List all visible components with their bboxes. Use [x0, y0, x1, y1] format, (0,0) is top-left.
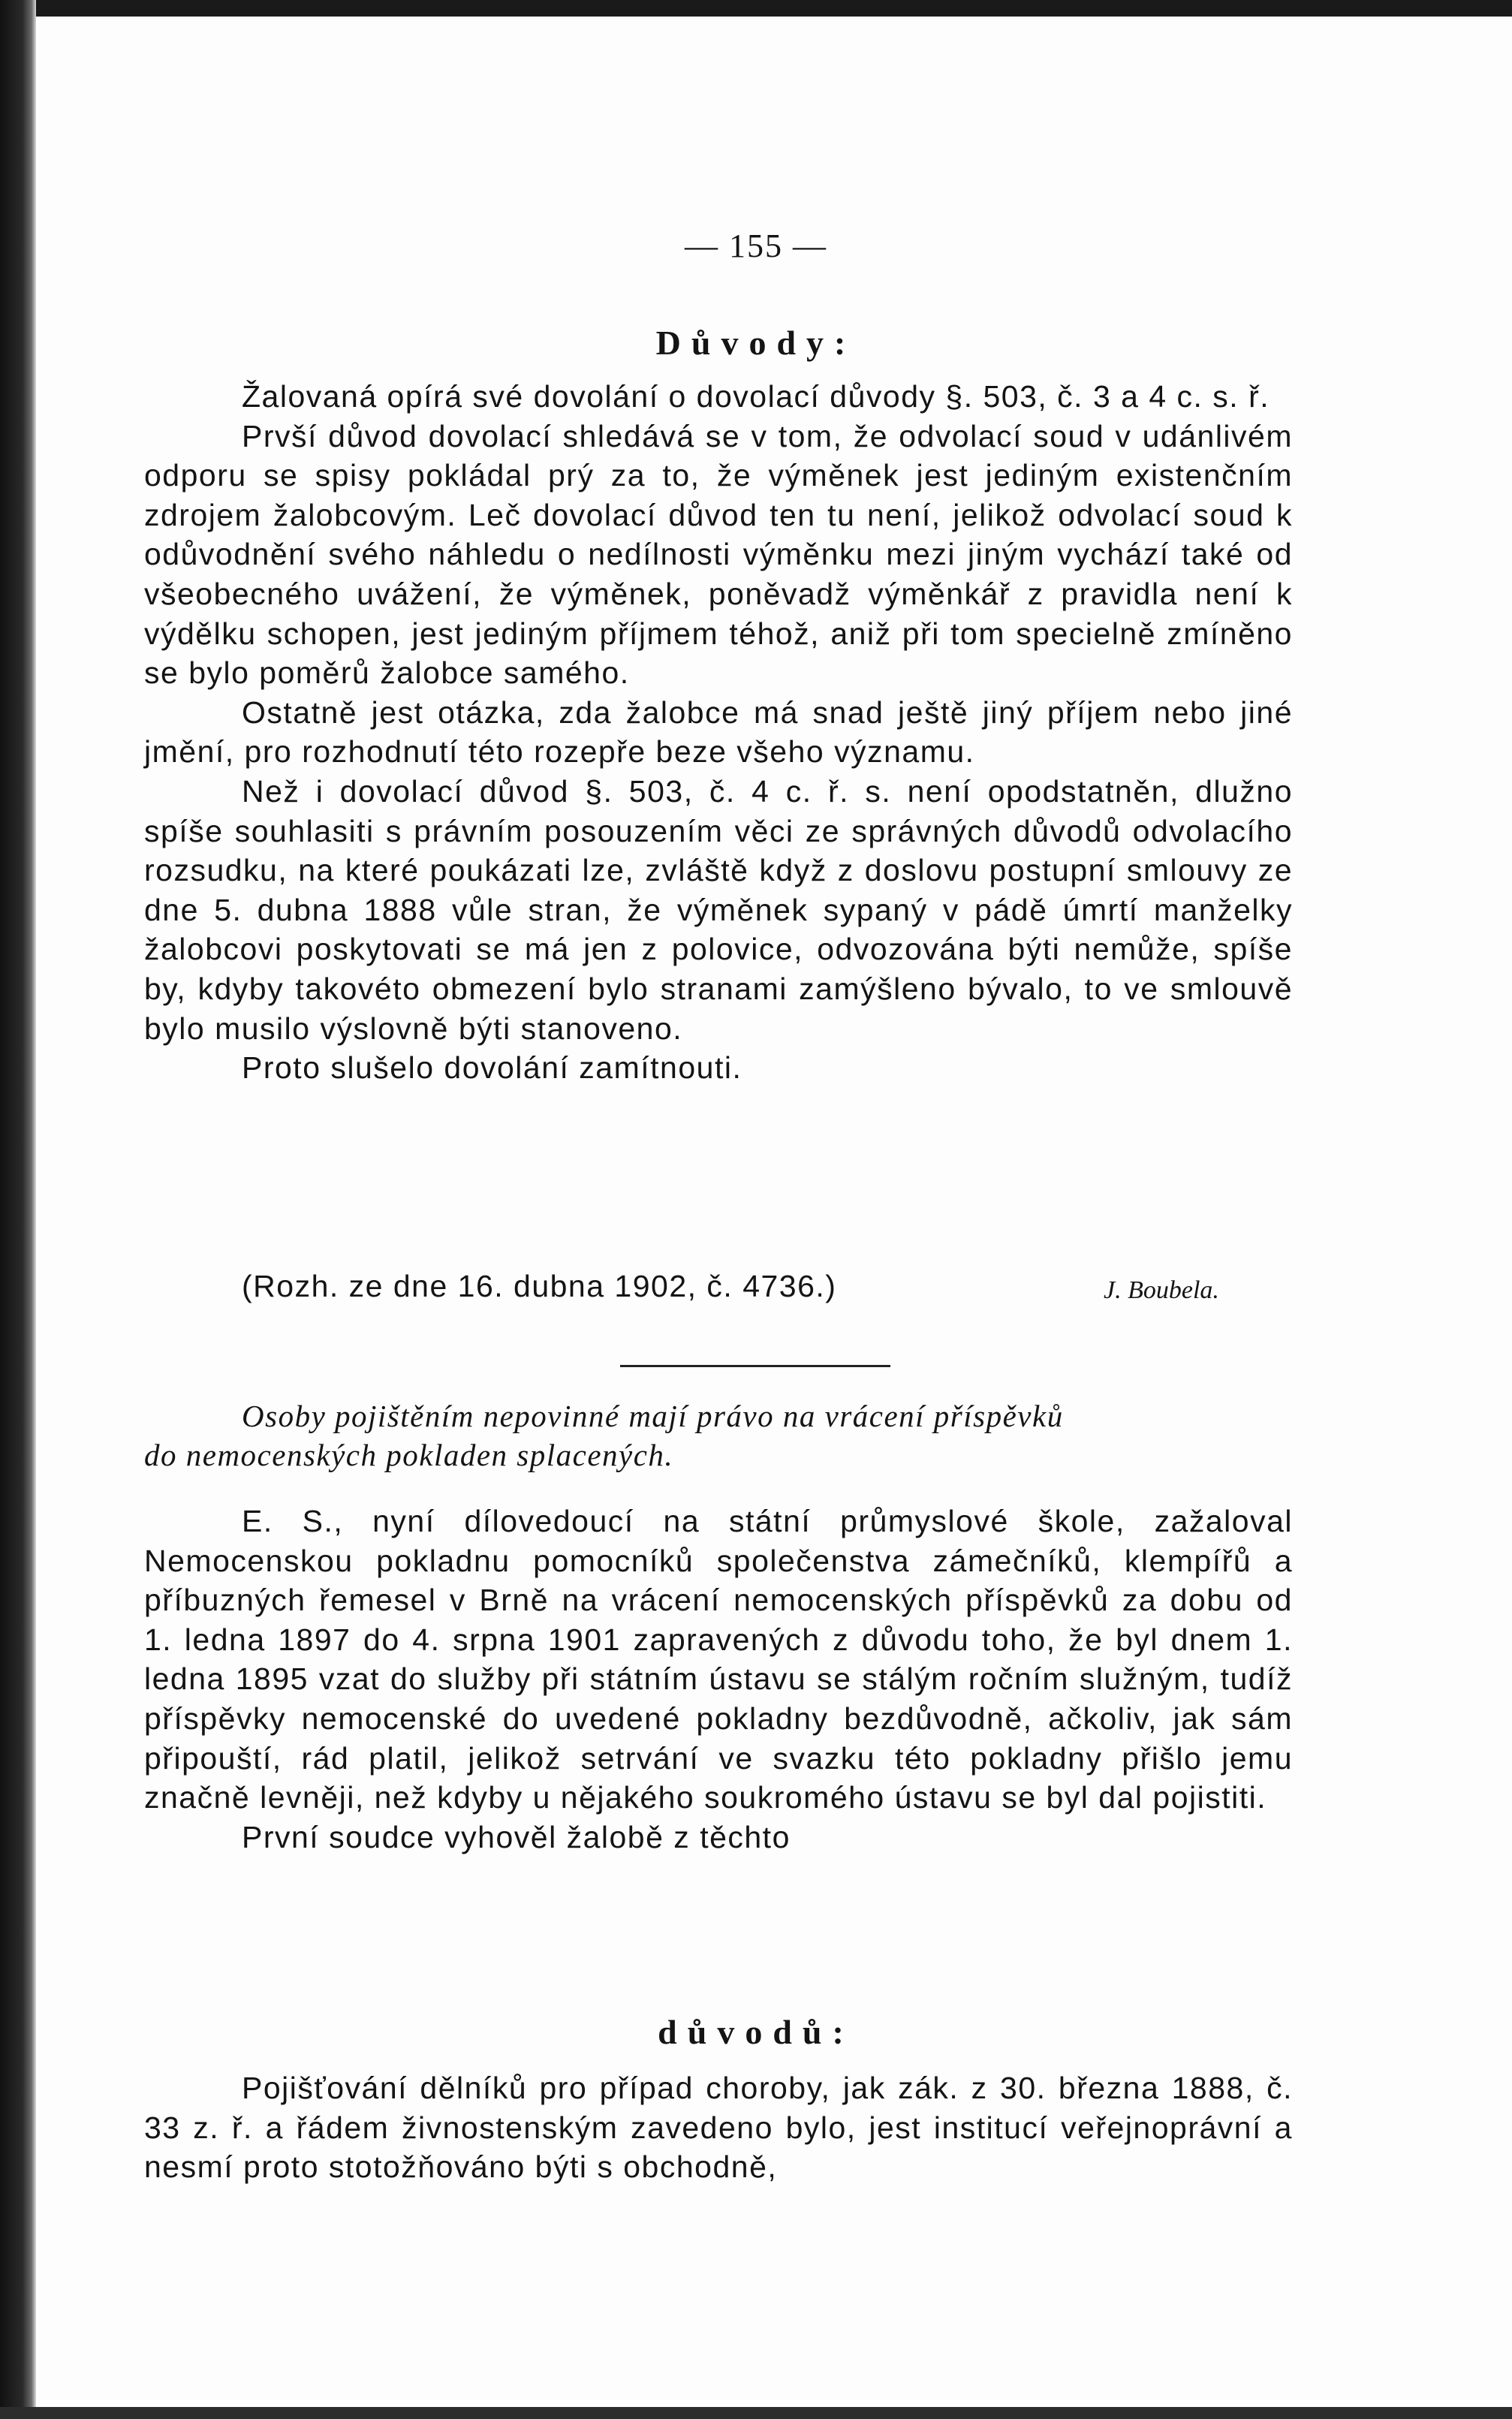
section-divider [620, 1365, 890, 1367]
case-title [144, 1396, 1293, 1475]
section-2 [144, 1502, 1293, 1857]
paragraph: E. S., nyní dílovedoucí na státní průmyslové škole, zažaloval Nemocenskou pokladnu pomocníků společenstva zámečníků, klempířů a příbuzných řemesel v Brně na vrácení nemocenských příspěvků za dobu od 1. ledna 1897 do 4. srpna 1901 zapravených z důvodu toho, že byl dnem 1. ledna 1895 vzat do služby při státním ústavu se stálým ročním služným, tudíž příspěvky nemocenské do uvedené pokladny bezdůvodně, ačkoliv, jak sám připouští, rád platil, jelikož setrvání ve svazku této pokladny přišlo jemu značně levněji, než kdyby u nějakého soukromého ústavu se byl dal pojistiti. [144, 1504, 1293, 1815]
paragraph: Než i dovolací důvod §. 503, č. 4 c. ř. s. není opodstatněn, dlužno spíše souhlasiti s právním posouzením věci ze správných důvodů odvolacího rozsudku, na které poukázati lze, zvláště když z doslovu postupní smlouvy ze dne 5. dubna 1888 vůle stran, že výměnek sypaný v pádě úmrtí manželky žalobcovi poskytovati se má jen z polovice, odvozována býti nemůže, spíše by, kdyby takovéto obmezení bylo stranami zamýšleno bývalo, to ve smlouvě bylo musilo výslovně býti stanoveno. [144, 773, 1293, 1046]
scan-border-top [0, 0, 1512, 17]
paragraph: Žalovaná opírá své dovolání o dovolací důvody §. 503, č. 3 a 4 c. s. ř. [242, 379, 1270, 414]
paragraph: Prvší důvod dovolací shledává se v tom, že odvolací soud v udánlivém odporu se spisy pokládal prý za to, že výměnek jest jediným existenčním zdrojem žalobcovým. Leč dovolací důvod ten tu není, jelikož odvolací soud k odůvodnění svého náhledu o nedílnosti výměnku mezi jiným vychází také od všeobecného uvážení, že výměnek, poněvadž výměnkář z pravidla není k výdělku schopen, jest jediným příjmem téhož, aniž při tom specielně zmíněno se bylo poměrů žalobce samého. [144, 418, 1293, 691]
paragraph: První soudce vyhověl žalobě z těchto [242, 1819, 791, 1854]
page-number: — 155 — [685, 227, 827, 264]
scan-border-bottom [0, 2407, 1512, 2419]
scan-border-spine [0, 0, 36, 2419]
paragraph: Ostatně jest otázka, zda žalobce má snad ještě jiný příjem nebo jiné jmění, pro rozhodnutí této rozepře beze všeho významu. [144, 694, 1293, 770]
section-3 [144, 2068, 1293, 2187]
case-title-line: do nemocenských pokladen splacených. [144, 1438, 674, 1472]
case-title-line: Osoby pojištěním nepovinné mají právo na vrácení příspěvků [242, 1399, 1064, 1433]
heading-duvodu: důvodů: [658, 2013, 854, 2051]
section-1 [144, 377, 1293, 1088]
paragraph: Proto slušelo dovolání zamítnouti. [242, 1050, 742, 1086]
heading-duvody: Důvody: [655, 324, 857, 362]
author-signature: J. Boubela. [1104, 1276, 1219, 1304]
paragraph: Pojišťování dělníků pro případ choroby, jak zák. z 30. března 1888, č. 33 z. ř. a řádem živnostenským zavedeno bylo, jest institucí veřejnoprávní a nesmí proto stotožňováno býti s obchodně, [144, 2071, 1293, 2185]
decision-reference: (Rozh. ze dne 16. dubna 1902, č. 4736.) [242, 1269, 837, 1303]
